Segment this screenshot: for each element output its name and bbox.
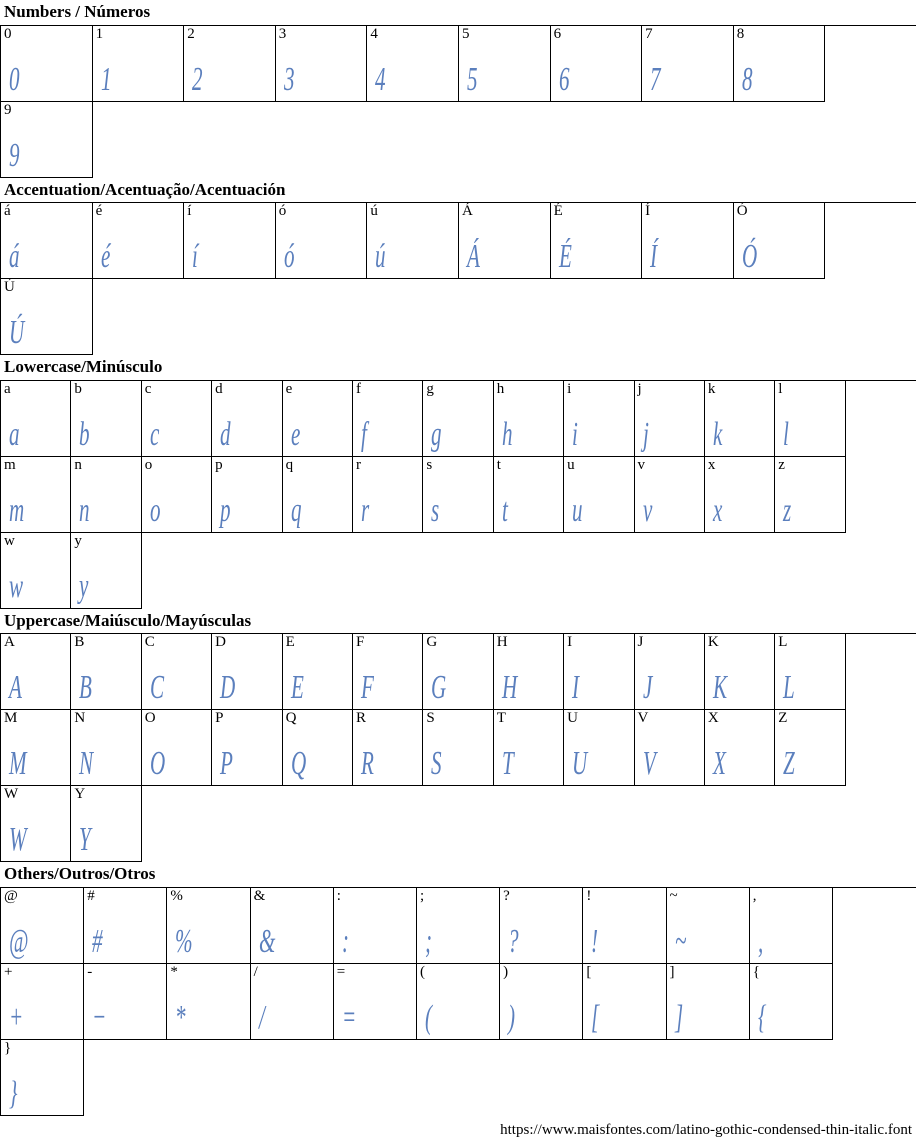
glyph-cell[interactable] (423, 634, 493, 710)
glyph-label: U (567, 710, 578, 727)
glyph-cell[interactable] (142, 381, 212, 457)
glyph-sample: ~ (674, 922, 686, 960)
glyph-cell[interactable] (1, 381, 71, 457)
glyph-cell[interactable] (667, 888, 750, 964)
glyph-sample: M (9, 745, 27, 783)
glyph-sample: B (79, 669, 93, 707)
glyph-cell[interactable] (775, 634, 845, 710)
glyph-label: t (496, 456, 501, 473)
glyph-sample: Á (466, 238, 480, 276)
glyph-label: O (144, 710, 156, 727)
glyph-cell[interactable] (142, 710, 212, 786)
glyph-label: V (637, 710, 649, 727)
glyph-grid-accentuation (0, 202, 916, 355)
glyph-cell[interactable] (283, 457, 353, 533)
glyph-sample: O (149, 745, 166, 783)
glyph-sample: g (431, 415, 442, 453)
glyph-sample: I (572, 669, 580, 707)
glyph-sample: L (783, 669, 796, 707)
glyph-sample: y (79, 567, 89, 605)
glyph-cell[interactable] (353, 710, 423, 786)
glyph-sample: 2 (192, 60, 203, 98)
glyph-label: g (426, 380, 434, 397)
glyph-cell[interactable] (334, 888, 417, 964)
glyph-cell[interactable] (564, 457, 634, 533)
glyph-label: p (215, 456, 223, 473)
glyph-label: R (355, 710, 366, 727)
glyph-label: : (336, 887, 341, 904)
glyph-sample: F (360, 669, 374, 707)
glyph-sample: 5 (466, 60, 478, 98)
glyph-label: f (355, 380, 361, 397)
glyph-cell[interactable] (1, 634, 71, 710)
glyph-label: ( (419, 963, 425, 980)
glyph-label: 7 (645, 25, 653, 42)
glyph-sample: 0 (9, 60, 20, 98)
glyph-cell[interactable] (583, 888, 666, 964)
glyph-sample: J (642, 669, 652, 707)
glyph-cell[interactable] (1, 964, 84, 1040)
glyph-sample: m (9, 491, 25, 529)
glyph-sample: : (341, 922, 349, 960)
glyph-label: ~ (669, 887, 678, 904)
glyph-cell[interactable] (251, 964, 334, 1040)
glyph-cell[interactable] (459, 203, 551, 279)
glyph-sample: a (9, 415, 20, 453)
glyph-sample: W (9, 821, 27, 859)
glyph-cell[interactable] (84, 964, 167, 1040)
glyph-sample: + (9, 998, 24, 1036)
glyph-label: ! (586, 887, 592, 904)
glyph-cell[interactable] (1, 26, 93, 102)
glyph-label: * (170, 963, 178, 980)
glyph-sample: ; (424, 922, 432, 960)
glyph-label: x (707, 456, 716, 473)
glyph-label: á (4, 203, 11, 220)
glyph-cell[interactable] (184, 26, 276, 102)
glyph-sample: E (290, 669, 304, 707)
glyph-sample: H (501, 669, 517, 707)
glyph-sample: 9 (9, 136, 20, 174)
glyph-cell[interactable] (417, 888, 500, 964)
glyph-cell[interactable] (84, 888, 167, 964)
glyph-label: 5 (461, 25, 470, 42)
glyph-cell[interactable] (1, 888, 84, 964)
glyph-cell[interactable] (734, 203, 826, 279)
section-title-lowercase: Lowercase/Minúsculo (4, 357, 163, 377)
glyph-cell[interactable] (1, 457, 71, 533)
glyph-sample: U (572, 745, 588, 783)
glyph-cell[interactable] (334, 964, 417, 1040)
glyph-cell[interactable] (1, 203, 93, 279)
glyph-sample: / (258, 998, 265, 1036)
glyph-sample: e (290, 415, 300, 453)
glyph-grid-others (0, 887, 916, 1116)
glyph-cell[interactable] (551, 26, 643, 102)
glyph-label: & (253, 887, 266, 904)
glyph-cell[interactable] (775, 457, 845, 533)
glyph-cell[interactable] (212, 457, 282, 533)
glyph-sample: Ú (9, 314, 25, 352)
glyph-label: L (778, 634, 788, 651)
glyph-cell[interactable] (71, 381, 141, 457)
section-numbers (0, 0, 916, 178)
glyph-label: I (567, 634, 573, 651)
glyph-label: i (567, 380, 572, 397)
glyph-label: % (170, 887, 183, 904)
glyph-sample: Z (783, 745, 796, 783)
glyph-cell[interactable] (705, 634, 775, 710)
glyph-cell[interactable] (667, 964, 750, 1040)
glyph-sample: n (79, 491, 90, 529)
glyph-label: v (637, 456, 646, 473)
glyph-sample: d (220, 415, 231, 453)
section-title-uppercase: Uppercase/Maiúsculo/Mayúsculas (4, 610, 252, 630)
glyph-cell[interactable] (705, 710, 775, 786)
glyph-cell[interactable] (417, 964, 500, 1040)
glyph-sample: − (92, 998, 107, 1036)
glyph-label: Í (645, 203, 651, 220)
glyph-cell[interactable] (775, 710, 845, 786)
glyph-sample: w (9, 567, 24, 605)
glyph-cell[interactable] (212, 710, 282, 786)
glyph-cell[interactable] (705, 381, 775, 457)
glyph-sample: ú (375, 238, 386, 276)
glyph-cell[interactable] (1, 279, 93, 355)
section-title-accentuation: Accentuation/Acentuação/Acentuación (4, 179, 286, 199)
glyph-sample: D (220, 669, 236, 707)
glyph-sample: p (220, 491, 231, 529)
glyph-sample: 4 (375, 60, 386, 98)
glyph-sample: í (192, 238, 199, 276)
glyph-sample: é (100, 238, 110, 276)
glyph-label: ] (669, 963, 675, 980)
glyph-sample: = (341, 998, 356, 1036)
glyph-cell[interactable] (1, 710, 71, 786)
glyph-cell[interactable] (734, 26, 826, 102)
glyph-cell[interactable] (750, 964, 833, 1040)
glyph-sample: z (783, 491, 792, 529)
glyph-label: b (74, 380, 82, 397)
glyph-sample: ) (508, 998, 516, 1036)
glyph-label: = (336, 963, 346, 980)
glyph-cell[interactable] (642, 203, 734, 279)
glyph-label: 4 (370, 25, 378, 42)
glyph-label: 6 (553, 25, 562, 42)
glyph-label: Y (74, 786, 86, 803)
glyph-cell[interactable] (353, 381, 423, 457)
glyph-cell[interactable] (635, 710, 705, 786)
glyph-sample: 8 (741, 60, 753, 98)
glyph-sample: ? (508, 922, 519, 960)
glyph-sample: Í (650, 238, 658, 276)
glyph-sample: u (572, 491, 583, 529)
glyph-cell[interactable] (500, 964, 583, 1040)
glyph-sample: r (360, 491, 370, 529)
glyph-cell[interactable] (1, 786, 71, 862)
glyph-cell[interactable] (71, 710, 141, 786)
glyph-sample: Q (290, 745, 306, 783)
glyph-label: ) (503, 963, 509, 980)
glyph-label: F (355, 634, 365, 651)
glyph-label: 9 (4, 101, 12, 118)
glyph-sample: b (79, 415, 90, 453)
glyph-cell[interactable] (494, 710, 564, 786)
glyph-label: Ó (736, 203, 748, 220)
glyph-sample: á (9, 238, 20, 276)
glyph-cell[interactable] (500, 888, 583, 964)
glyph-sample: 7 (650, 60, 661, 98)
glyph-cell[interactable] (276, 26, 368, 102)
glyph-cell[interactable] (283, 381, 353, 457)
glyph-label: S (426, 710, 435, 727)
glyph-cell[interactable] (635, 634, 705, 710)
glyph-cell[interactable] (142, 634, 212, 710)
glyph-cell[interactable] (494, 381, 564, 457)
glyph-cell[interactable] (71, 786, 141, 862)
glyph-label: D (215, 634, 227, 651)
glyph-sample: & (258, 922, 275, 960)
glyph-sample: N (79, 745, 94, 783)
glyph-label: n (74, 456, 82, 473)
glyph-label: N (74, 710, 86, 727)
glyph-sample: Ó (741, 238, 757, 276)
glyph-sample: T (501, 745, 514, 783)
glyph-label: [ (586, 963, 592, 980)
glyph-sample: P (220, 745, 234, 783)
glyph-sample: x (712, 491, 723, 529)
glyph-cell[interactable] (71, 634, 141, 710)
glyph-label: j (637, 380, 642, 397)
glyph-label: @ (4, 887, 18, 904)
glyph-cell[interactable] (212, 381, 282, 457)
glyph-cell[interactable] (353, 634, 423, 710)
glyph-label: , (752, 887, 757, 904)
glyph-label: c (144, 380, 152, 397)
glyph-cell[interactable] (353, 457, 423, 533)
glyph-sample: G (431, 669, 447, 707)
glyph-sample: h (501, 415, 513, 453)
glyph-grid-uppercase (0, 633, 916, 862)
glyph-label: u (567, 456, 575, 473)
glyph-label: h (496, 380, 505, 397)
glyph-label: Ú (4, 279, 15, 296)
glyph-cell[interactable] (212, 634, 282, 710)
glyph-sample: { (757, 998, 767, 1036)
glyph-cell[interactable] (1, 1040, 84, 1116)
glyph-label: H (496, 634, 508, 651)
glyph-sample: s (431, 491, 440, 529)
glyph-cell[interactable] (564, 381, 634, 457)
glyph-label: } (4, 1039, 12, 1056)
glyph-sample: v (642, 491, 652, 529)
glyph-cell[interactable] (71, 457, 141, 533)
glyph-sample: # (92, 922, 103, 960)
glyph-cell[interactable] (564, 710, 634, 786)
glyph-sample: f (360, 415, 367, 453)
glyph-cell[interactable] (775, 381, 845, 457)
glyph-label: y (74, 532, 82, 549)
glyph-sample: ó (283, 238, 295, 276)
glyph-cell[interactable] (184, 203, 276, 279)
glyph-sample: ! (591, 922, 599, 960)
glyph-sample: q (290, 491, 302, 529)
glyph-label: T (496, 710, 506, 727)
glyph-cell[interactable] (635, 457, 705, 533)
glyph-cell[interactable] (564, 634, 634, 710)
glyph-sample: @ (9, 922, 29, 960)
glyph-cell[interactable] (705, 457, 775, 533)
glyph-cell[interactable] (551, 203, 643, 279)
glyph-cell[interactable] (423, 710, 493, 786)
glyph-sample: ( (424, 998, 432, 1036)
glyph-cell[interactable] (93, 26, 185, 102)
glyph-cell[interactable] (1, 102, 93, 178)
glyph-cell[interactable] (423, 457, 493, 533)
glyph-label: G (426, 634, 438, 651)
glyph-sample: [ (591, 998, 600, 1036)
glyph-sample: R (360, 745, 374, 783)
glyph-label: r (355, 456, 361, 473)
glyph-label: # (87, 887, 95, 904)
glyph-label: 0 (4, 25, 12, 42)
glyph-sample: 6 (558, 60, 570, 98)
glyph-label: w (4, 532, 15, 549)
glyph-sample: l (783, 415, 790, 453)
glyph-label: d (215, 380, 223, 397)
glyph-cell[interactable] (635, 381, 705, 457)
glyph-cell[interactable] (367, 26, 459, 102)
glyph-label: ú (370, 203, 378, 220)
glyph-label: s (426, 456, 433, 473)
glyph-label: / (253, 963, 258, 980)
glyph-label: P (215, 710, 224, 727)
section-lowercase (0, 355, 916, 609)
glyph-cell[interactable] (167, 888, 250, 964)
glyph-sample: A (9, 669, 22, 707)
glyph-label: Á (461, 203, 473, 220)
glyph-cell[interactable] (251, 888, 334, 964)
glyph-cell[interactable] (750, 888, 833, 964)
glyph-label: o (144, 456, 153, 473)
glyph-cell[interactable] (642, 26, 734, 102)
glyph-cell[interactable] (423, 381, 493, 457)
glyph-cell[interactable] (167, 964, 250, 1040)
glyph-sample: , (757, 922, 763, 960)
glyph-cell[interactable] (71, 533, 141, 609)
glyph-label: - (87, 963, 93, 980)
glyph-label: a (4, 380, 11, 397)
glyph-sample: c (149, 415, 160, 453)
glyph-label: 8 (736, 25, 745, 42)
glyph-sample: i (572, 415, 578, 453)
glyph-label: X (707, 710, 719, 727)
glyph-label: M (4, 710, 18, 727)
glyph-sample: k (712, 415, 723, 453)
glyph-cell[interactable] (459, 26, 551, 102)
glyph-cell[interactable] (367, 203, 459, 279)
glyph-label: k (707, 380, 716, 397)
glyph-label: Q (285, 710, 297, 727)
source-url[interactable]: https://www.maisfontes.com/latino-gothic-condensed-thin-italic.font (500, 1121, 912, 1138)
glyph-sample: C (149, 669, 164, 707)
glyph-label: e (285, 380, 293, 397)
glyph-label: l (778, 380, 783, 397)
glyph-label: É (553, 203, 563, 220)
glyph-label: E (285, 634, 295, 651)
glyph-sample: o (149, 491, 161, 529)
glyph-sample: S (431, 745, 442, 783)
glyph-sample: t (501, 491, 508, 529)
glyph-sample: K (712, 669, 727, 707)
glyph-sample: É (558, 238, 572, 276)
glyph-sample: j (642, 415, 649, 453)
glyph-cell[interactable] (276, 203, 368, 279)
glyph-label: 2 (187, 25, 195, 42)
glyph-sample: 1 (100, 60, 112, 98)
glyph-label: 3 (278, 25, 287, 42)
section-uppercase (0, 609, 916, 863)
glyph-cell[interactable] (494, 634, 564, 710)
glyph-label: m (4, 456, 16, 473)
glyph-label: é (95, 203, 103, 220)
glyph-label: ? (503, 887, 510, 904)
glyph-label: 1 (95, 25, 104, 42)
glyph-cell[interactable] (583, 964, 666, 1040)
section-accentuation (0, 178, 916, 356)
glyph-label: W (4, 786, 19, 803)
section-title-numbers: Numbers / Números (4, 2, 151, 21)
glyph-sample: X (712, 745, 726, 783)
glyph-label: B (74, 634, 85, 651)
glyph-cell[interactable] (283, 634, 353, 710)
glyph-cell[interactable] (142, 457, 212, 533)
glyph-label: C (144, 634, 155, 651)
glyph-label: ; (419, 887, 425, 904)
glyph-sample: Y (79, 821, 92, 859)
glyph-cell[interactable] (283, 710, 353, 786)
glyph-label: Z (778, 710, 788, 727)
glyph-label: z (778, 456, 785, 473)
glyph-sample: } (9, 1074, 18, 1112)
glyph-label: { (752, 963, 760, 980)
glyph-sample: % (175, 922, 193, 960)
glyph-label: ó (278, 203, 287, 220)
glyph-label: + (4, 963, 13, 980)
glyph-sample: * (175, 998, 186, 1036)
glyph-sample: V (642, 745, 656, 783)
glyph-cell[interactable] (93, 203, 185, 279)
glyph-cell[interactable] (1, 533, 71, 609)
glyph-grid-lowercase (0, 380, 916, 609)
glyph-label: J (637, 634, 644, 651)
section-others (0, 862, 916, 1116)
glyph-label: q (285, 456, 294, 473)
glyph-label: í (187, 203, 192, 220)
glyph-sample: 3 (283, 60, 295, 98)
glyph-sample: ] (674, 998, 683, 1036)
glyph-grid-numbers (0, 25, 916, 178)
glyph-label: K (707, 634, 719, 651)
glyph-cell[interactable] (494, 457, 564, 533)
section-title-others: Others/Outros/Otros (4, 864, 156, 884)
glyph-label: A (4, 634, 15, 651)
